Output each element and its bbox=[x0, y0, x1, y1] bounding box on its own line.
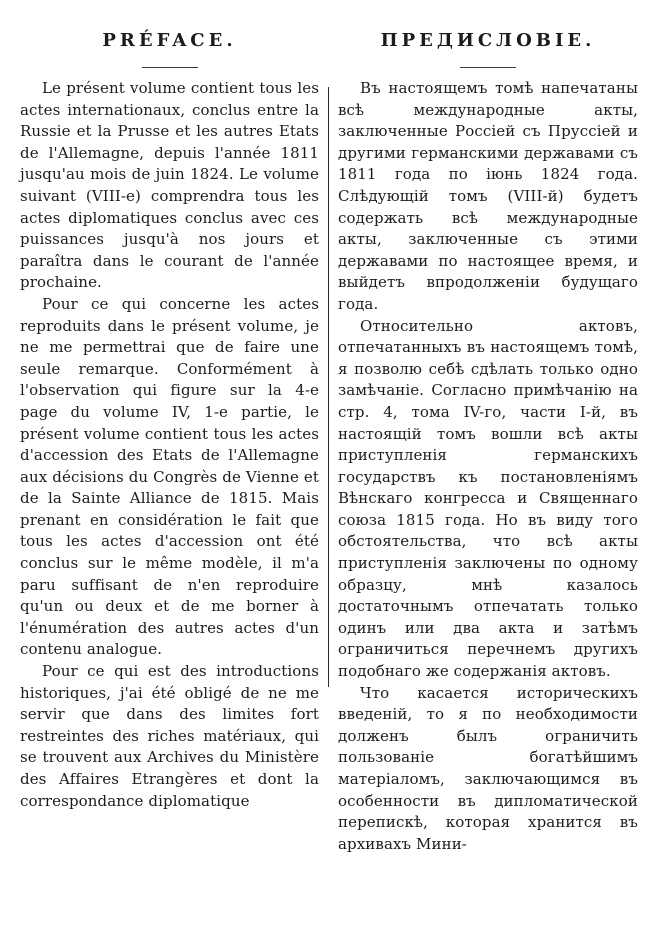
paragraph: Что касается историческихъ введеній, то я по необходимости долженъ былъ ограничить пользованіе богатѣйшимъ матеріаломъ, заключающимся въ особенности въ дипломатической перепискѣ, которая хранится въ архивахъ Мини- bbox=[338, 683, 638, 853]
paragraph: Pour ce qui concerne les actes reproduits dans le présent volume, je ne me permettrai que de faire une seule remarque. Conformément à l'observation qui figure sur la 4-e page du volume IV, 1-e partie, le présent volume contient tous les actes d'accession des Etats de l'Allemagne aux décisions du Congrès de Vienne et de la Sainte Alliance de 1815. Mais prenant en considération le fait que tous les actes d'accession ont été conclus sur le même modèle, il m'a paru suffisant de n'en reproduire qu'un ou deux et de me borner à l'énumération des autres actes d'un contenu analogue. bbox=[20, 294, 319, 659]
russian-column bbox=[338, 30, 638, 855]
french-text-block bbox=[20, 78, 319, 812]
paragraph: Относительно актовъ, отпечатанныхъ въ настоящемъ томѣ, я позволю себѣ сдѣлать только одно замѣчаніе. Согласно примѣчанію на стр. 4, тома IV-го, части I-й, въ настоящій томъ вошли всѣ акты приступленія германскихъ государствъ къ постановленіямъ Вѣнскаго конгресса и Священнаго союза 1815 года. Но въ виду того обстоятельства, что всѣ акты приступленія заключены по одному образцу, мнѣ казалось достаточнымъ отпечатать только одинъ или два акта и затѣмъ ограничиться перечнемъ другихъ подобнаго же содержанія актовъ. bbox=[338, 316, 638, 681]
preface-heading: PRÉFACE. bbox=[102, 30, 237, 51]
paragraph: Le présent volume contient tous les actes internationaux, conclus entre la Russie et la Prusse et les autres Etats de l'Allemagne, depuis l'année 1811 jusqu'au mois de juin 1824. Le volume suivant (VIII-e) comprendra tous les actes diplomatiques conclus avec ces puissances jusqu'à nos jours et paraîtra dans le courant de l'année prochaine. bbox=[20, 79, 319, 292]
french-column bbox=[20, 30, 319, 812]
predislovie-heading: ПРЕДИСЛОВІЕ. bbox=[380, 30, 596, 51]
russian-text-block bbox=[338, 78, 638, 855]
column-divider bbox=[328, 87, 329, 687]
heading-rule-right bbox=[460, 67, 516, 68]
paragraph: Въ настоящемъ томѣ напечатаны всѣ международные акты, заключенные Россіей съ Пруссіей и другими германскими державами съ 1811 года по іюнь 1824 года. Слѣдующій томъ (VIII-й) будетъ содержать всѣ международные акты, заключенные съ этими державами по настоящее время, и выйдетъ впродолженіи будущаго года. bbox=[338, 79, 638, 313]
paragraph: Pour ce qui est des introductions historiques, j'ai été obligé de ne me servir que dans des limites fort restreintes des riches matériaux, qui se trouvent aux Archives du Ministère des Affaires Etrangères et dont la correspondance diplomatique bbox=[20, 662, 319, 810]
heading-rule-left bbox=[142, 67, 198, 68]
